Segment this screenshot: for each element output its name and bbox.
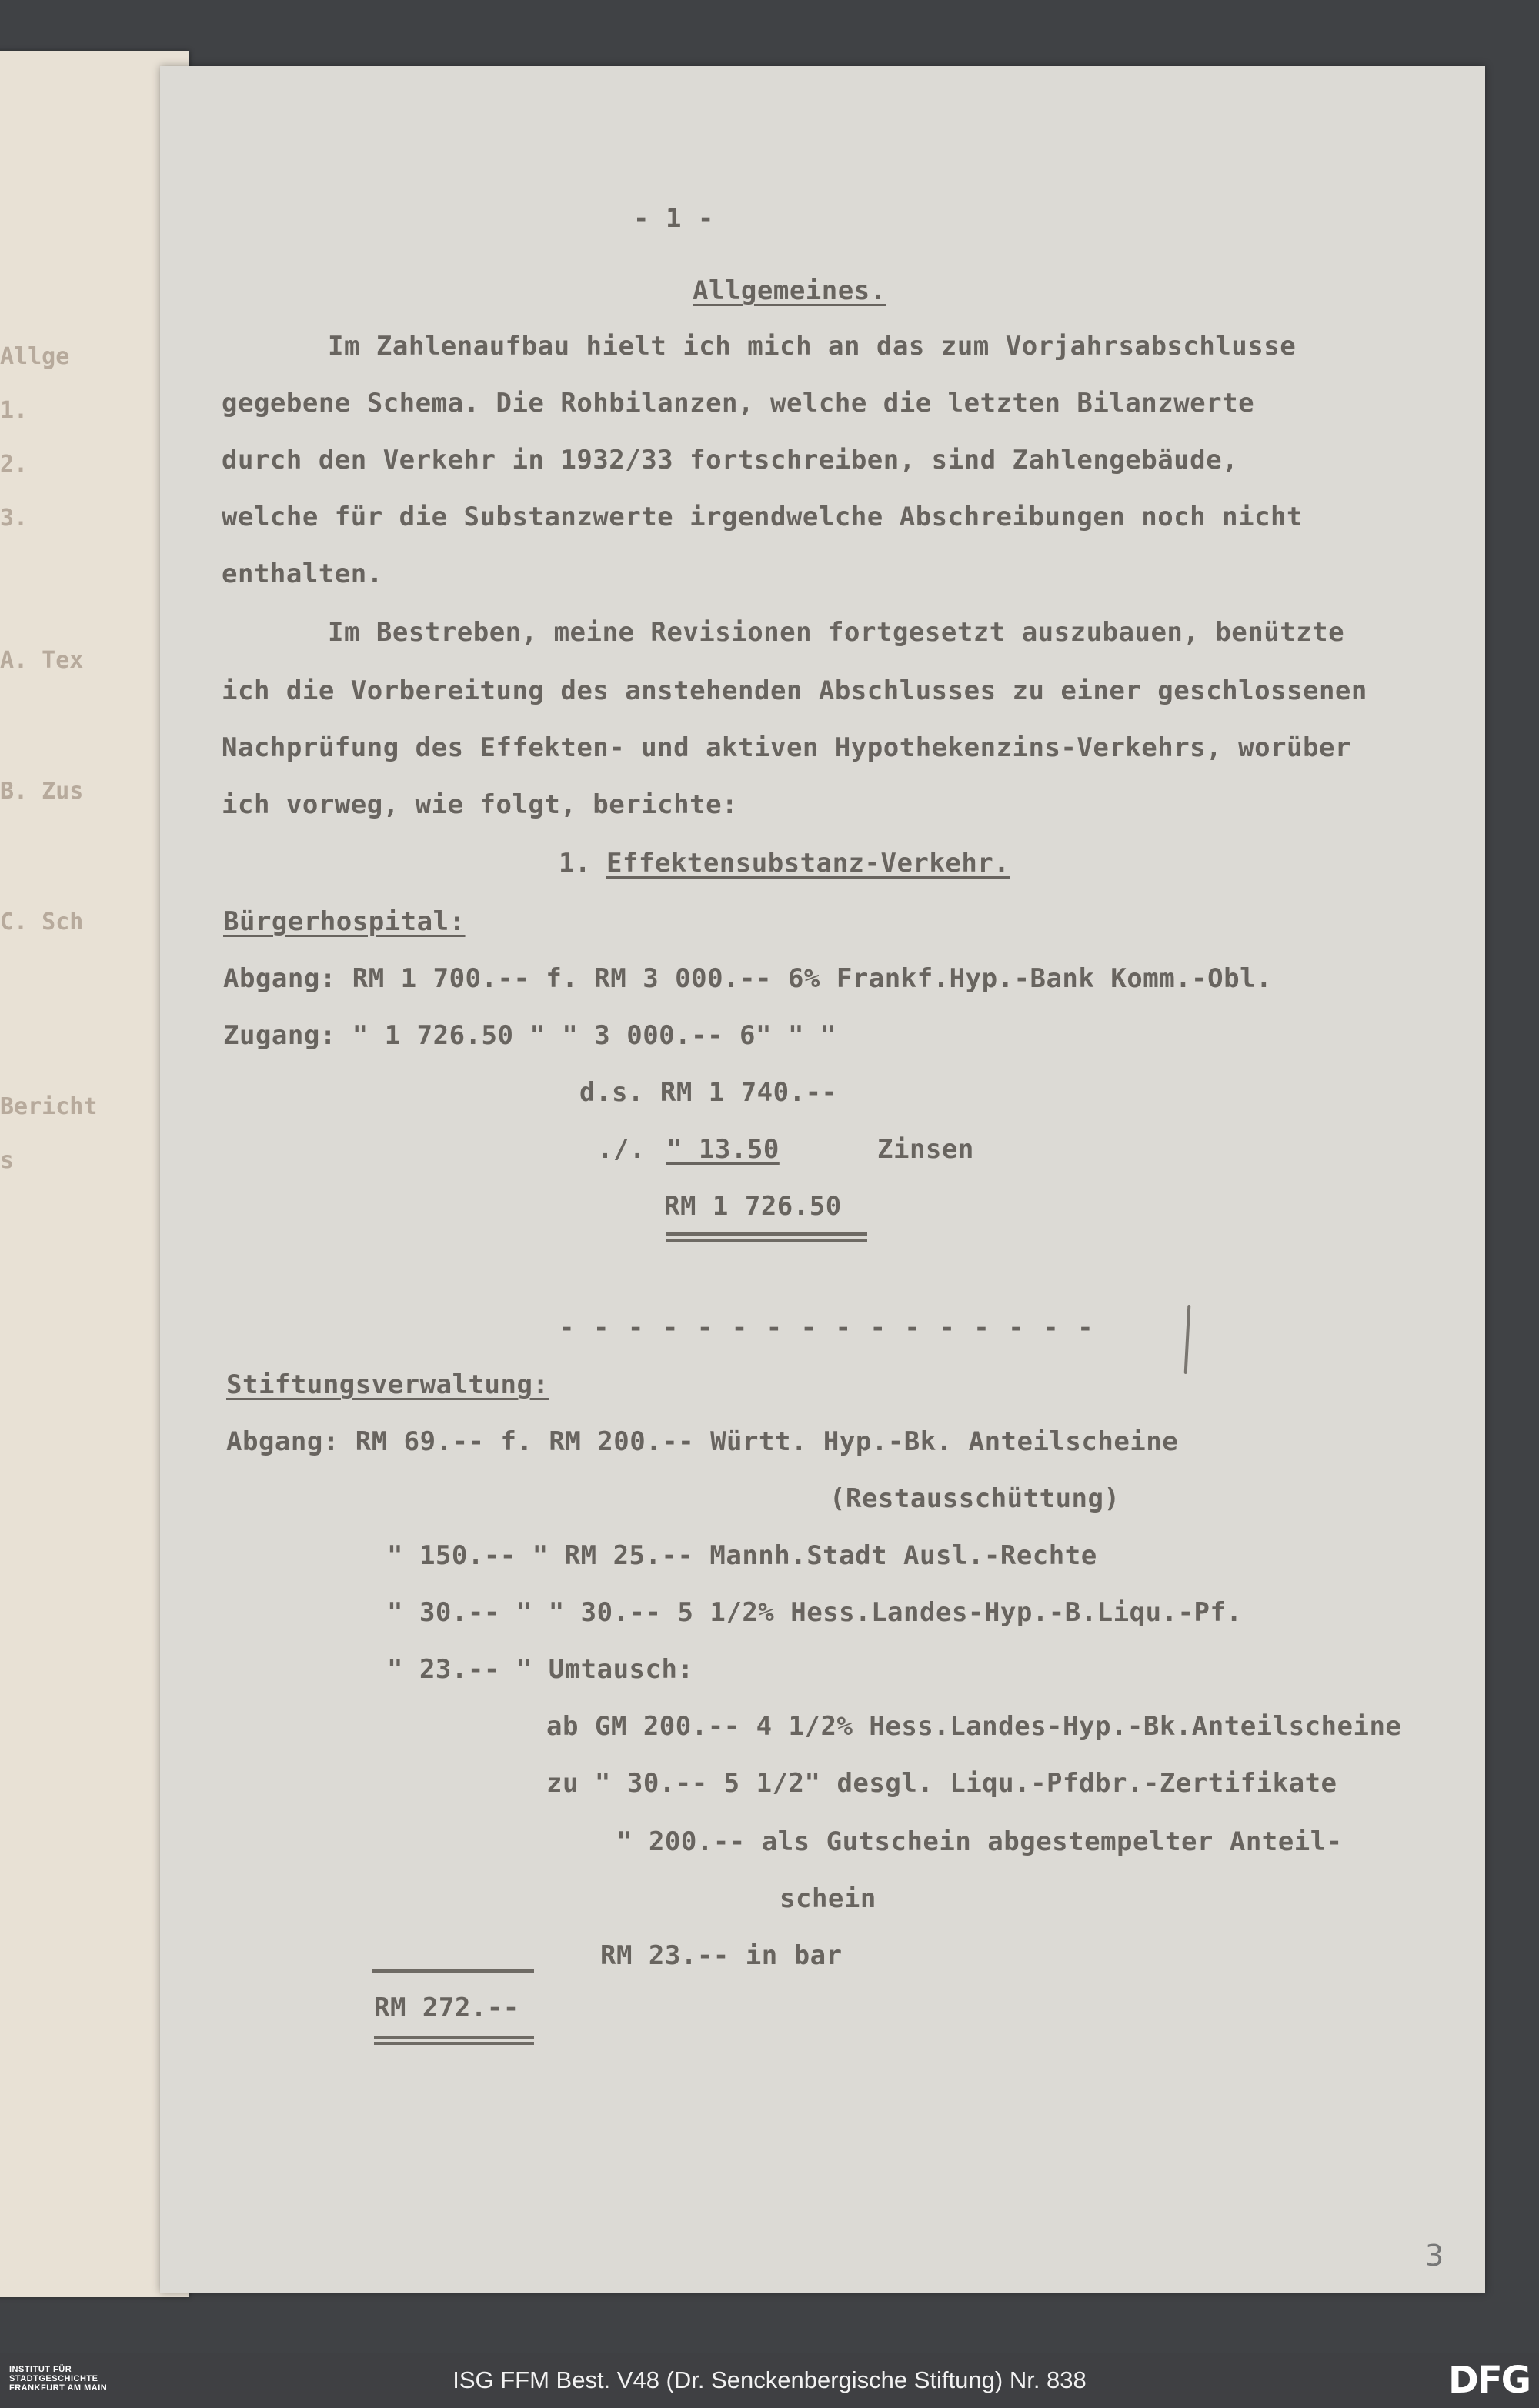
double-underline [666, 1232, 867, 1236]
document-page [160, 66, 1485, 2293]
archive-caption: ISG FFM Best. V48 (Dr. Senckenbergische Stiftung) Nr. 838 [452, 2366, 1087, 2393]
ledger-line: RM 23.-- in bar [600, 1940, 843, 1971]
ledger-total: RM 1 726.50 [664, 1191, 842, 1222]
ledger-label: Zinsen [877, 1134, 974, 1165]
paragraph-line: Im Zahlenaufbau hielt ich mich an das zum Vorjahrsabschlusse [328, 331, 1297, 362]
ledger-line: " 30.-- " " 30.-- 5 1/2% Hess.Landes-Hyp.-B.Liqu.-Pf. [387, 1597, 1243, 1628]
double-underline [374, 2036, 534, 2039]
double-underline [666, 1239, 867, 1242]
ledger-amount: " 13.50 [666, 1134, 780, 1165]
heading: Allgemeines. [693, 275, 886, 306]
pencil-mark [1184, 1305, 1191, 1374]
underlying-label: C. Sch [0, 909, 84, 936]
underlying-label: A. Tex [0, 647, 84, 674]
institute-line: INSTITUT FÜR [9, 2365, 72, 2374]
ledger-note: (Restausschüttung) [830, 1483, 1120, 1514]
ledger-line: ab GM 200.-- 4 1/2% Hess.Landes-Hyp.-Bk.Anteilscheine [546, 1711, 1402, 1742]
footer-bar [0, 2353, 1539, 2408]
underlying-label: B. Zus [0, 778, 84, 805]
ledger-line: schein [780, 1883, 876, 1914]
paragraph-line: Nachprüfung des Effekten- und aktiven Hypothekenzins-Verkehrs, worüber [222, 732, 1351, 763]
paragraph-line: durch den Verkehr in 1932/33 fortschreiben, sind Zahlengebäude, [222, 445, 1239, 475]
underlying-label: 3. [0, 505, 28, 532]
ledger-line: " 23.-- " Umtausch: [387, 1654, 694, 1685]
underlying-label: Allge [0, 343, 70, 370]
ledger-line: Zugang: " 1 726.50 " " 3 000.-- 6" " " [223, 1020, 836, 1051]
ledger-line: " 150.-- " RM 25.-- Mannh.Stadt Ausl.-Rechte [387, 1540, 1097, 1571]
ledger-line: d.s. RM 1 740.-- [579, 1077, 838, 1108]
subsection-title: Bürgerhospital: [223, 906, 466, 937]
underlying-label: s [0, 1147, 15, 1174]
ledger-line: " 200.-- als Gutschein abgestempelter Anteil- [616, 1826, 1343, 1857]
separator: - - - - - - - - - - - - - - - - [559, 1312, 1095, 1343]
paragraph-line: Im Bestreben, meine Revisionen fortgesetzt auszubauen, benützte [328, 617, 1345, 648]
ledger-total: RM 272.-- [374, 1993, 519, 2023]
section-title: Effektensubstanz-Verkehr. [606, 848, 1010, 879]
paragraph-line: ich die Vorbereitung des anstehenden Abschlusses zu einer geschlossenen [222, 675, 1367, 706]
paragraph-line: gegebene Schema. Die Rohbilanzen, welche die letzten Bilanzwerte [222, 388, 1255, 419]
paragraph-line: ich vorweg, wie folgt, berichte: [222, 789, 739, 820]
double-underline [374, 2042, 534, 2045]
pencil-page-number: 3 [1425, 2239, 1444, 2273]
subsection-title: Stiftungsverwaltung: [226, 1369, 549, 1400]
paragraph-line: enthalten. [222, 559, 383, 589]
ledger-line: Abgang: RM 1 700.-- f. RM 3 000.-- 6% Frankf.Hyp.-Bank Komm.-Obl. [223, 963, 1273, 994]
ledger-line: Abgang: RM 69.-- f. RM 200.-- Württ. Hyp.-Bk. Anteilscheine [226, 1426, 1179, 1457]
page-number: - 1 - [633, 203, 714, 234]
dfg-logo: DFG [1447, 2359, 1530, 2402]
section-number: 1. [559, 848, 591, 879]
institute-line: FRANKFURT AM MAIN [9, 2383, 108, 2393]
sum-rule [372, 1969, 534, 1973]
ledger-prefix: ./. [597, 1134, 646, 1165]
paragraph-line: welche für die Substanzwerte irgendwelche Abschreibungen noch nicht [222, 502, 1303, 532]
underlying-label: Bericht [0, 1093, 98, 1120]
underlying-label: 2. [0, 451, 28, 478]
underlying-label: 1. [0, 397, 28, 424]
ledger-line: zu " 30.-- 5 1/2" desgl. Liqu.-Pfdbr.-Zertifikate [546, 1768, 1337, 1799]
institute-line: STADTGESCHICHTE [9, 2374, 98, 2383]
